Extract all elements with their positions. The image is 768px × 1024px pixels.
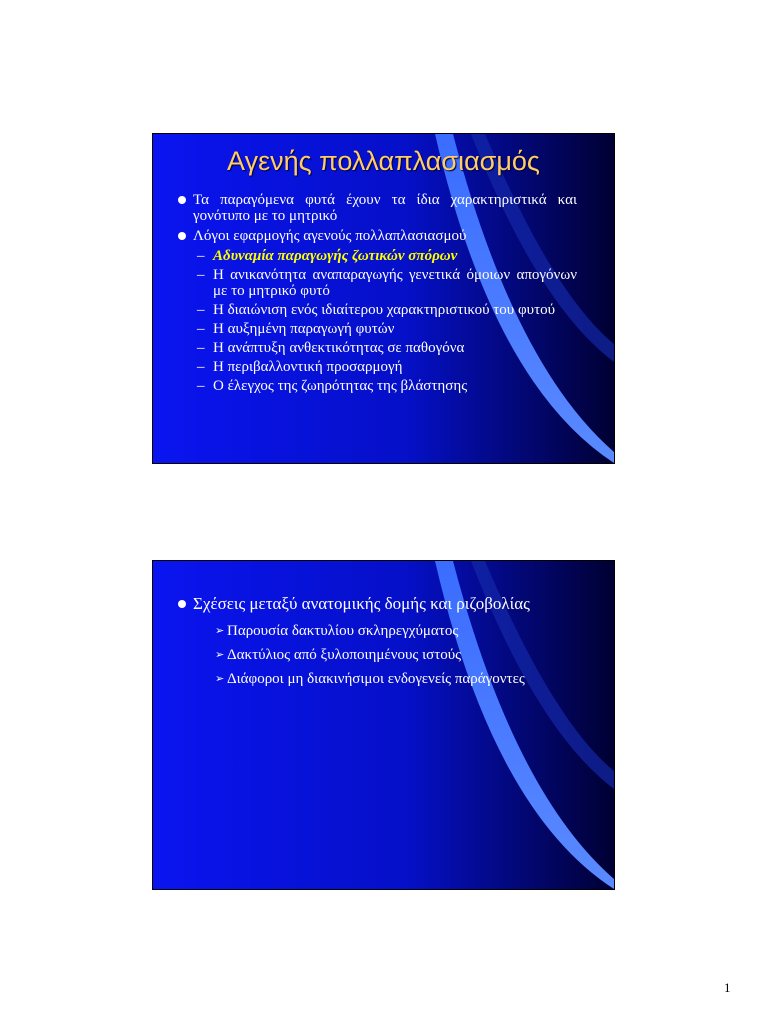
bullet-item (193, 593, 533, 690)
slide-1 (152, 133, 615, 464)
bullet-dot-icon (178, 600, 186, 608)
sub-bullet-text: Η ανικανότητα αναπαραγωγής γενετικά όμοιων απογόνων με το μητρικό φυτό (213, 267, 577, 299)
dash-icon: – (197, 267, 205, 283)
sub-bullet-item (215, 668, 533, 690)
dash-icon: – (197, 378, 205, 394)
page-number: 1 (724, 980, 731, 995)
bullet-text: Τα παραγόμενα φυτά έχουν τα ίδια χαρακτηριστικά και γονότυπο με το μητρικό (193, 192, 577, 224)
dash-icon: – (197, 302, 205, 318)
sub-bullet-text: Η περιβαλλοντική προσαρμογή (213, 359, 403, 375)
sub-bullet-text-highlighted: Αδυναμία παραγωγής ζωτικών σπόρων (213, 248, 458, 264)
sub-bullet-text: Η αυξημένη παραγωγή φυτών (213, 321, 395, 337)
sub-bullet-list (215, 620, 533, 690)
arrow-bullet-icon: ➢ (215, 624, 225, 637)
sub-bullet-list (193, 248, 577, 394)
sub-bullet-text: Ο έλεγχος της ζωηρότητας της βλάστησης (213, 378, 468, 394)
bullet-dot-icon (178, 196, 186, 204)
sub-bullet-item (193, 321, 577, 337)
arrow-bullet-icon: ➢ (215, 672, 225, 685)
bullet-list (193, 593, 533, 694)
sub-bullet-text: Η διαιώνιση ενός ιδιαίτερου χαρακτηριστικού του φυτού (213, 302, 556, 318)
sub-bullet-item (193, 359, 577, 375)
arrow-bullet-icon: ➢ (215, 648, 225, 661)
sub-bullet-item (215, 644, 533, 666)
dash-icon: – (197, 359, 205, 375)
bullet-text: Λόγοι εφαρμογής αγενούς πολλαπλασιασμού (193, 228, 467, 244)
sub-bullet-text: Παρουσία δακτυλίου σκληρεγχύματος (227, 623, 459, 639)
dash-icon: – (197, 340, 205, 356)
bullet-list (193, 192, 577, 398)
bullet-text: Σχέσεις μεταξύ ανατομικής δομής και ριζοβολίας (193, 594, 530, 613)
bullet-item (193, 192, 577, 224)
bullet-dot-icon (178, 232, 186, 240)
bullet-item (193, 228, 577, 394)
sub-bullet-text: Δακτύλιος από ξυλοποιημένους ιστούς (227, 647, 462, 663)
sub-bullet-text: Διάφοροι μη διακινήσιμοι ενδογενείς παράγοντες (227, 671, 525, 687)
sub-bullet-item (193, 378, 577, 394)
slide-title: Αγενής πολλαπλασιασμός (227, 146, 540, 176)
slide-2 (152, 560, 615, 890)
dash-icon: – (197, 248, 205, 264)
sub-bullet-item (193, 267, 577, 299)
sub-bullet-item (193, 302, 577, 318)
sub-bullet-item (215, 620, 533, 642)
sub-bullet-text: Η ανάπτυξη ανθεκτικότητας σε παθογόνα (213, 340, 465, 356)
sub-bullet-item (193, 248, 577, 264)
dash-icon: – (197, 321, 205, 337)
sub-bullet-item (193, 340, 577, 356)
